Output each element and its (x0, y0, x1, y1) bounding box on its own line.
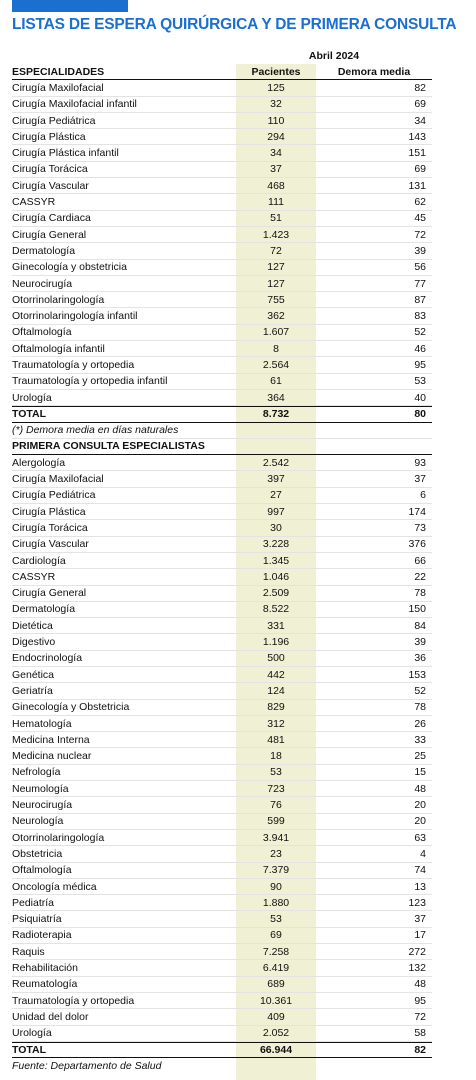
table-row (12, 211, 432, 227)
demora-value: 78 (414, 701, 426, 714)
demora-value: 58 (414, 1027, 426, 1040)
specialty-name: Oftalmología (12, 326, 72, 339)
demora-value: 37 (414, 913, 426, 926)
demora-value: 150 (408, 603, 426, 616)
table-row (12, 341, 432, 357)
demora-value: 84 (414, 619, 426, 632)
table-row (12, 797, 432, 813)
specialty-name: Cirugía Vascular (12, 179, 89, 192)
pacientes-value: 1.345 (262, 554, 290, 567)
table-row (12, 292, 432, 308)
demora-value: 37 (414, 473, 426, 486)
pacientes-value: 3.228 (262, 538, 290, 551)
demora-value: 22 (414, 570, 426, 583)
demora-value: 93 (414, 456, 426, 469)
pacientes-value: 127 (267, 277, 285, 290)
demora-value: 72 (414, 1010, 426, 1023)
pacientes-value: 1.880 (262, 896, 290, 909)
specialty-name: Ginecología y obstetricia (12, 261, 127, 274)
specialty-name: Cirugía Pediátrica (12, 489, 96, 502)
pacientes-value: 18 (270, 750, 282, 763)
specialty-name: Urología (12, 391, 52, 404)
pacientes-value: 312 (267, 717, 285, 730)
table-row (12, 357, 432, 373)
specialty-name: Dietética (12, 619, 53, 632)
table-row (12, 308, 432, 324)
demora-value: 72 (414, 228, 426, 241)
demora-value: 48 (414, 782, 426, 795)
demora-value: 69 (414, 163, 426, 176)
table-row (12, 928, 432, 944)
table-row (12, 260, 432, 276)
specialty-name: Cirugía Plástica infantil (12, 147, 119, 160)
specialty-name: CASSYR (12, 196, 56, 209)
specialty-name: Oftalmología infantil (12, 342, 105, 355)
table-row (12, 455, 432, 471)
specialty-name: Dermatología (12, 603, 76, 616)
demora-value: 45 (414, 212, 426, 225)
specialty-name: Genética (12, 668, 55, 681)
pacientes-value: 110 (267, 114, 285, 127)
table-row (12, 716, 432, 732)
table-row (12, 748, 432, 764)
pacientes-value: 2.542 (262, 456, 290, 469)
table-row (12, 700, 432, 716)
table-header-row (12, 64, 432, 80)
specialty-name: Traumatología y ortopedia (12, 994, 135, 1007)
pacientes-value: 125 (267, 81, 285, 94)
demora-value: 95 (414, 359, 426, 371)
pacientes-value: 8 (273, 342, 279, 355)
table-row (12, 504, 432, 520)
demora-value: 69 (414, 98, 426, 111)
table-row (12, 569, 432, 585)
demora-value: 52 (414, 684, 426, 697)
specialty-name: Otorrinolaringología infantil (12, 310, 138, 323)
waiting-list-table (12, 64, 432, 1074)
table-row (12, 634, 432, 650)
demora-value: 151 (408, 147, 426, 160)
table-row (12, 553, 432, 569)
specialty-name: Cirugía Torácica (12, 521, 88, 534)
demora-value: 87 (414, 293, 426, 306)
pacientes-value: 997 (267, 505, 285, 518)
pacientes-value: 37 (270, 163, 282, 176)
specialty-name: Cirugía General (12, 228, 87, 241)
demora-value: 74 (414, 864, 426, 877)
pacientes-value: 27 (270, 489, 282, 502)
demora-value: 376 (408, 538, 426, 551)
table-row (12, 374, 432, 390)
total-demora: 82 (414, 1043, 426, 1056)
pacientes-value: 829 (267, 701, 285, 714)
source-note: Fuente: Departamento de Salud (12, 1060, 162, 1073)
specialty-name: Cardiología (12, 554, 66, 567)
section-title: PRIMERA CONSULTA ESPECIALISTAS (12, 440, 205, 453)
quirurgica-rows (12, 80, 432, 406)
specialty-name: Oncología médica (12, 880, 97, 893)
specialty-name: Nefrología (12, 766, 61, 779)
demora-value: 56 (414, 261, 426, 274)
table-row (12, 276, 432, 292)
specialty-name: Neurocirugía (12, 799, 73, 812)
demora-value: 132 (408, 961, 426, 974)
table-row (12, 325, 432, 341)
table-row (12, 765, 432, 781)
specialty-name: Unidad del dolor (12, 1010, 89, 1023)
demora-value: 20 (414, 815, 426, 828)
specialty-name: Hematología (12, 717, 72, 730)
demora-value: 46 (414, 342, 426, 355)
table-row (12, 977, 432, 993)
table-row (12, 895, 432, 911)
section-header-row (12, 439, 432, 455)
pacientes-value: 755 (267, 293, 285, 306)
demora-value: 272 (408, 945, 426, 958)
specialty-name: Rehabilitación (12, 961, 78, 974)
specialty-name: Oftalmología (12, 864, 72, 877)
demora-value: 53 (414, 375, 426, 388)
demora-value: 33 (414, 733, 426, 746)
specialty-name: Otorrinolaringología (12, 831, 105, 844)
pacientes-value: 2.509 (262, 587, 290, 600)
demora-value: 174 (408, 505, 426, 518)
specialty-name: Cirugía Cardiaca (12, 212, 91, 225)
table-row (12, 846, 432, 862)
pacientes-value: 90 (270, 880, 282, 893)
specialty-name: Endocrinología (12, 652, 83, 665)
pacientes-value: 7.379 (262, 864, 290, 877)
pacientes-value: 10.361 (259, 994, 293, 1007)
pacientes-value: 689 (267, 978, 285, 991)
demora-value: 77 (414, 277, 426, 290)
pacientes-value: 61 (270, 375, 282, 388)
demora-value: 83 (414, 310, 426, 323)
consulta-total-row (12, 1042, 432, 1058)
table-row (12, 1026, 432, 1042)
table-row (12, 863, 432, 879)
specialty-name: Cirugía Plástica (12, 130, 86, 143)
specialty-name: Traumatología y ortopedia (12, 359, 135, 371)
demora-value: 39 (414, 636, 426, 649)
demora-value: 40 (414, 391, 426, 404)
period-label: Abril 2024 (308, 50, 360, 62)
pacientes-value: 397 (267, 473, 285, 486)
specialty-name: Cirugía Plástica (12, 505, 86, 518)
footnote-row (12, 423, 432, 439)
pacientes-value: 1.196 (262, 636, 290, 649)
specialty-name: Cirugía Pediátrica (12, 114, 96, 127)
pacientes-value: 53 (270, 913, 282, 926)
demora-value: 26 (414, 717, 426, 730)
consulta-rows (12, 455, 432, 1042)
pacientes-value: 409 (267, 1010, 285, 1023)
demora-value: 13 (414, 880, 426, 893)
demora-value: 15 (414, 766, 426, 779)
pacientes-value: 331 (267, 619, 285, 632)
header-pacientes: Pacientes (251, 65, 301, 78)
demora-value: 52 (414, 326, 426, 339)
demora-value: 20 (414, 799, 426, 812)
pacientes-value: 294 (267, 130, 285, 143)
table-row (12, 488, 432, 504)
page-title: LISTAS DE ESPERA QUIRÚRGICA Y DE PRIMERA CONSULTA (12, 16, 457, 33)
demora-value: 34 (414, 114, 426, 127)
specialty-name: Raquis (12, 945, 45, 958)
table-row (12, 618, 432, 634)
pacientes-value: 76 (270, 799, 282, 812)
specialty-name: Pediatría (12, 896, 55, 909)
specialty-name: Cirugía General (12, 587, 87, 600)
pacientes-value: 364 (267, 391, 285, 404)
pacientes-value: 7.258 (262, 945, 290, 958)
table-row (12, 683, 432, 699)
pacientes-value: 442 (267, 668, 285, 681)
specialty-name: Obstetricia (12, 847, 63, 860)
pacientes-value: 72 (270, 244, 282, 257)
header-especialidades: ESPECIALIDADES (12, 65, 105, 78)
specialty-name: CASSYR (12, 570, 56, 583)
quirurgica-total-row (12, 406, 432, 422)
specialty-name: Dermatología (12, 244, 76, 257)
specialty-name: Alergología (12, 456, 66, 469)
pacientes-value: 1.423 (262, 228, 290, 241)
table-row (12, 194, 432, 210)
title-accent-bar (12, 0, 128, 12)
specialty-name: Ginecología y Obstetricia (12, 701, 130, 714)
specialty-name: Urología (12, 1027, 52, 1040)
specialty-name: Psiquiatría (12, 913, 62, 926)
table-row (12, 830, 432, 846)
pacientes-value: 500 (267, 652, 285, 665)
demora-value: 131 (408, 179, 426, 192)
pacientes-value: 2.052 (262, 1027, 290, 1040)
table-row (12, 537, 432, 553)
table-row (12, 520, 432, 536)
demora-value: 62 (414, 196, 426, 209)
specialty-name: Medicina Interna (12, 733, 90, 746)
specialty-name: Neurología (12, 815, 64, 828)
pacientes-value: 468 (267, 179, 285, 192)
pacientes-value: 1.607 (262, 326, 290, 339)
demora-value: 123 (408, 896, 426, 909)
specialty-name: Medicina nuclear (12, 750, 92, 763)
demora-value: 25 (414, 750, 426, 763)
pacientes-value: 53 (270, 766, 282, 779)
specialty-name: Neurocirugía (12, 277, 73, 290)
pacientes-value: 2.564 (262, 359, 290, 371)
pacientes-value: 124 (267, 684, 285, 697)
specialty-name: Otorrinolaringología (12, 293, 105, 306)
demora-value: 4 (420, 847, 426, 860)
demora-value: 63 (414, 831, 426, 844)
footnote: (*) Demora media en días naturales (12, 424, 179, 437)
demora-value: 95 (414, 994, 426, 1007)
specialty-name: Traumatología y ortopedia infantil (12, 375, 168, 388)
table-row (12, 162, 432, 178)
table-row (12, 602, 432, 618)
table-row (12, 390, 432, 406)
pacientes-value: 723 (267, 782, 285, 795)
pacientes-value: 362 (267, 310, 285, 323)
pacientes-value: 8.522 (262, 603, 290, 616)
specialty-name: Digestivo (12, 636, 56, 649)
demora-value: 36 (414, 652, 426, 665)
demora-value: 73 (414, 521, 426, 534)
table-row (12, 781, 432, 797)
source-row (12, 1058, 432, 1074)
specialty-name: Cirugía Maxilofacial (12, 473, 104, 486)
pacientes-value: 481 (267, 733, 285, 746)
pacientes-value: 599 (267, 815, 285, 828)
table-row (12, 178, 432, 194)
demora-value: 153 (408, 668, 426, 681)
demora-value: 66 (414, 554, 426, 567)
table-row (12, 471, 432, 487)
table-row (12, 80, 432, 96)
demora-value: 48 (414, 978, 426, 991)
table-row (12, 145, 432, 161)
specialty-name: Neumología (12, 782, 69, 795)
pacientes-value: 32 (270, 98, 282, 111)
table-row (12, 732, 432, 748)
table-row (12, 97, 432, 113)
specialty-name: Cirugía Vascular (12, 538, 89, 551)
demora-value: 6 (420, 489, 426, 502)
pacientes-value: 30 (270, 521, 282, 534)
demora-value: 78 (414, 587, 426, 600)
table-row (12, 814, 432, 830)
table-row (12, 586, 432, 602)
table-row (12, 993, 432, 1009)
pacientes-value: 127 (267, 261, 285, 274)
pacientes-value: 3.941 (262, 831, 290, 844)
table-row (12, 944, 432, 960)
pacientes-value: 1.046 (262, 570, 290, 583)
specialty-name: Radioterapia (12, 929, 72, 942)
demora-value: 39 (414, 244, 426, 257)
total-demora: 80 (414, 408, 426, 421)
table-row (12, 113, 432, 129)
table-row (12, 227, 432, 243)
pacientes-value: 69 (270, 929, 282, 942)
specialty-name: Cirugía Torácica (12, 163, 88, 176)
table-row (12, 960, 432, 976)
total-pacientes: 66.944 (259, 1043, 293, 1056)
table-row (12, 911, 432, 927)
table-row (12, 129, 432, 145)
pacientes-value: 23 (270, 847, 282, 860)
table-row (12, 667, 432, 683)
header-demora: Demora media (337, 65, 411, 78)
demora-value: 17 (414, 929, 426, 942)
specialty-name: Cirugía Maxilofacial infantil (12, 98, 137, 111)
demora-value: 143 (408, 130, 426, 143)
total-pacientes: 8.732 (262, 408, 290, 421)
table-row (12, 243, 432, 259)
table-row (12, 879, 432, 895)
total-label: TOTAL (12, 408, 47, 421)
demora-value: 82 (414, 81, 426, 94)
pacientes-value: 34 (270, 147, 282, 160)
specialty-name: Cirugía Maxilofacial (12, 81, 104, 94)
table-row (12, 1009, 432, 1025)
total-label: TOTAL (12, 1043, 47, 1056)
pacientes-value: 51 (270, 212, 282, 225)
pacientes-value: 111 (268, 196, 284, 209)
pacientes-value: 6.419 (262, 961, 290, 974)
specialty-name: Geriatría (12, 684, 53, 697)
specialty-name: Reumatología (12, 978, 78, 991)
table-row (12, 651, 432, 667)
